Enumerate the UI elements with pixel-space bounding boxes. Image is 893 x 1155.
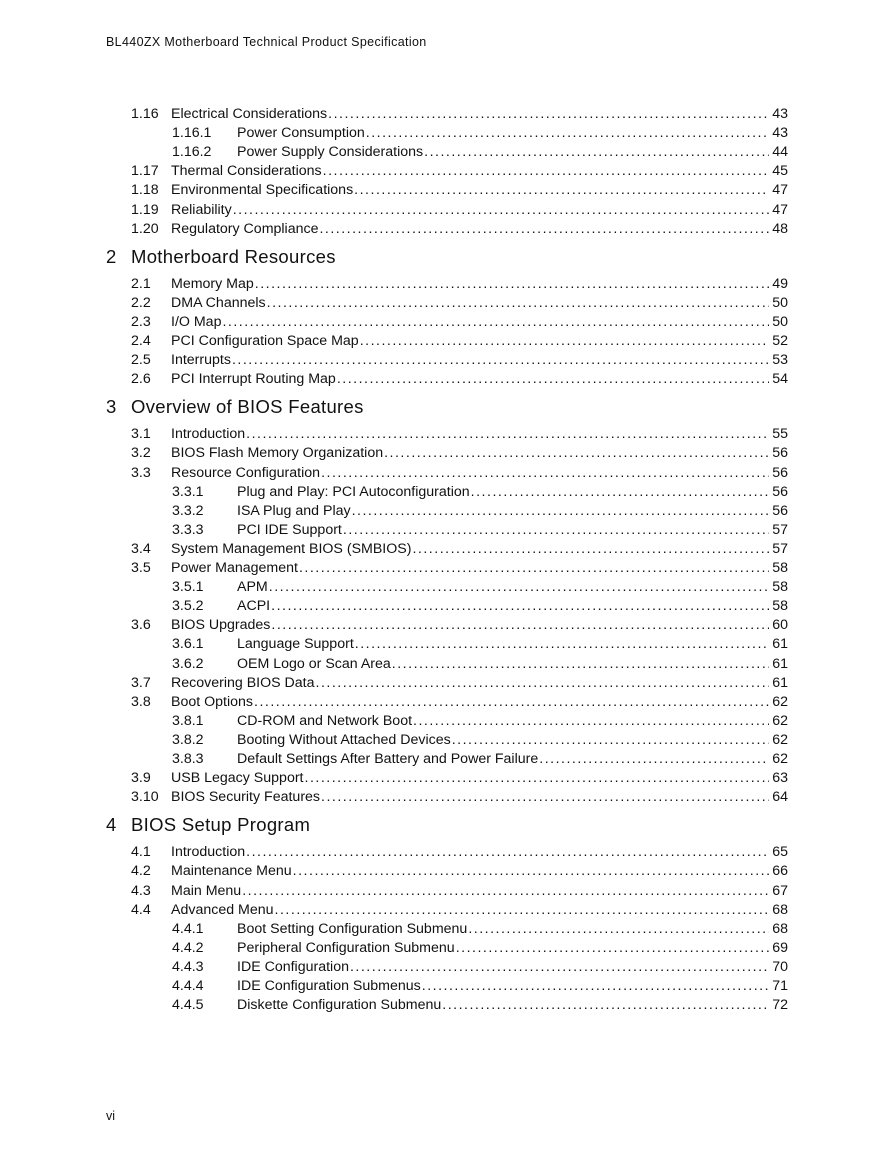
toc-entry[interactable]: [172, 731, 788, 750]
page-reference: 43: [772, 125, 788, 142]
section-title: APM: [237, 579, 268, 596]
page-reference: 45: [772, 163, 788, 180]
toc-entry[interactable]: [172, 578, 788, 597]
dot-leader: [350, 958, 769, 977]
toc-entry[interactable]: [172, 483, 788, 502]
toc-entry[interactable]: [131, 220, 788, 239]
dot-leader: [321, 788, 769, 807]
toc-entry[interactable]: [131, 444, 788, 463]
section-title: Peripheral Configuration Submenu: [237, 939, 455, 956]
toc-entry[interactable]: [131, 862, 788, 881]
section-title: ISA Plug and Play: [237, 502, 351, 519]
toc-entry[interactable]: [131, 105, 788, 124]
page-reference: 48: [772, 220, 788, 237]
section-number: 4.4: [131, 901, 151, 918]
dot-leader: [366, 124, 769, 143]
chapter-number: 2: [106, 245, 117, 267]
dot-leader: [271, 597, 769, 616]
section-title: PCI Configuration Space Map: [171, 333, 359, 349]
page-reference: 69: [772, 939, 788, 956]
toc-entry[interactable]: [131, 693, 788, 712]
section-number: 1.20: [131, 220, 159, 237]
section-number: 3.7: [131, 674, 151, 691]
section-number: 1.19: [131, 201, 159, 218]
dot-leader: [293, 862, 770, 881]
dot-leader: [316, 674, 770, 693]
dot-leader: [269, 578, 769, 597]
section-title: IDE Configuration Submenus: [237, 978, 421, 994]
page-reference: 57: [772, 521, 788, 538]
dot-leader: [267, 294, 770, 313]
toc-entry[interactable]: [172, 977, 788, 996]
page-reference: 72: [772, 997, 788, 1014]
dot-leader: [319, 220, 769, 239]
section-title: IDE Configuration: [237, 958, 349, 975]
toc-entry[interactable]: [131, 332, 788, 351]
section-title: I/O Map: [171, 313, 222, 330]
page-reference: 47: [772, 201, 788, 218]
section-title: Power Consumption: [237, 125, 365, 142]
toc-entry[interactable]: [131, 313, 788, 332]
page-reference: 55: [772, 426, 788, 443]
section-title: Thermal Considerations: [171, 163, 322, 180]
section-number: 3.8.3: [172, 751, 204, 767]
dot-leader: [254, 693, 769, 712]
page-reference: 58: [772, 579, 788, 596]
page-reference: 61: [772, 674, 788, 691]
dot-leader: [321, 464, 769, 483]
chapter-title: Motherboard Resources: [131, 245, 336, 267]
dot-leader: [360, 332, 770, 351]
dot-leader: [246, 425, 769, 444]
section-number: 3.6.2: [172, 655, 204, 672]
dot-leader: [305, 769, 770, 788]
dot-leader: [442, 996, 769, 1015]
page-reference: 68: [772, 920, 788, 937]
toc-entry[interactable]: [131, 882, 788, 901]
section-title: Recovering BIOS Data: [171, 674, 315, 691]
dot-leader: [343, 521, 769, 540]
section-number: 3.2: [131, 445, 151, 462]
page-reference: 61: [772, 636, 788, 653]
page-reference: 63: [772, 770, 788, 787]
page-reference: 62: [772, 693, 788, 710]
section-title: BIOS Upgrades: [171, 617, 271, 634]
page-reference: 56: [772, 483, 788, 500]
toc-entry[interactable]: [131, 294, 788, 313]
dot-leader: [468, 920, 769, 939]
section-title: Default Settings After Battery and Power Failure: [237, 751, 539, 767]
section-number: 4.4.1: [172, 920, 204, 937]
section-title: System Management BIOS (SMBIOS): [171, 540, 412, 557]
toc-entry[interactable]: [131, 370, 788, 389]
toc-entry[interactable]: [172, 502, 788, 521]
page-reference: 62: [772, 731, 788, 748]
section-number: 4.3: [131, 882, 151, 899]
section-number: 3.3.1: [172, 483, 204, 500]
dot-leader: [275, 901, 770, 920]
section-title: Regulatory Compliance: [171, 220, 319, 237]
page-reference: 66: [772, 863, 788, 880]
section-title: Boot Options: [171, 693, 254, 710]
section-title: Power Management: [171, 560, 298, 576]
toc-entry[interactable]: [131, 843, 788, 862]
section-title: Introduction: [171, 844, 246, 861]
dot-leader: [412, 540, 769, 559]
chapter-title: Overview of BIOS Features: [131, 396, 364, 418]
chapter-number: 4: [106, 814, 117, 836]
dot-leader: [255, 275, 769, 294]
section-number: 2.1: [131, 275, 151, 292]
toc-entry[interactable]: [131, 901, 788, 920]
page-reference: 56: [772, 502, 788, 519]
section-number: 3.5.1: [172, 579, 204, 596]
dot-leader: [392, 655, 769, 674]
toc-entry[interactable]: [172, 635, 788, 654]
section-title: Boot Setting Configuration Submenu: [237, 920, 468, 937]
section-title: Introduction: [171, 426, 246, 443]
section-number: 3.5.2: [172, 598, 204, 615]
page-reference: 50: [772, 313, 788, 330]
page-reference: 68: [772, 901, 788, 918]
section-number: 3.5: [131, 560, 151, 576]
toc-entry[interactable]: [131, 674, 788, 693]
chapter-heading: [106, 395, 364, 419]
toc-entry[interactable]: [131, 162, 788, 181]
section-title: BIOS Flash Memory Organization: [171, 445, 384, 462]
dot-leader: [323, 162, 770, 181]
section-title: Main Menu: [171, 882, 242, 899]
section-number: 2.4: [131, 333, 151, 349]
section-title: Electrical Considerations: [171, 106, 328, 122]
section-title: OEM Logo or Scan Area: [237, 655, 391, 672]
toc-entry[interactable]: [131, 425, 788, 444]
page-reference: 52: [772, 333, 788, 349]
toc-entry[interactable]: [131, 351, 788, 370]
section-title: Reliability: [171, 201, 232, 218]
dot-leader: [456, 939, 770, 958]
dot-leader: [328, 105, 769, 124]
toc-entry[interactable]: [131, 788, 788, 807]
section-number: 3.6.1: [172, 636, 204, 653]
page-header: BL440ZX Motherboard Technical Product Specification: [106, 35, 427, 49]
section-title: Language Support: [237, 636, 354, 653]
dot-leader: [384, 444, 769, 463]
dot-leader: [539, 750, 769, 769]
section-number: 3.8: [131, 693, 151, 710]
page-reference: 71: [772, 978, 788, 994]
page-reference: 47: [772, 182, 788, 199]
section-number: 1.16: [131, 106, 159, 122]
toc-entry[interactable]: [131, 616, 788, 635]
dot-leader: [413, 712, 769, 731]
section-number: 1.16.2: [172, 144, 212, 161]
section-number: 3.3: [131, 464, 151, 481]
section-number: 4.1: [131, 844, 151, 861]
section-number: 3.3.3: [172, 521, 204, 538]
section-title: DMA Channels: [171, 294, 266, 311]
page-reference: 65: [772, 844, 788, 861]
toc-entry[interactable]: [172, 655, 788, 674]
page-reference: 43: [772, 106, 788, 122]
page-reference: 54: [772, 371, 788, 388]
section-number: 3.1: [131, 426, 151, 443]
dot-leader: [299, 559, 769, 578]
toc-entry[interactable]: [172, 712, 788, 731]
section-number: 2.5: [131, 352, 151, 369]
section-title: Power Supply Considerations: [237, 144, 424, 161]
page-reference: 62: [772, 751, 788, 767]
page-reference: 49: [772, 275, 788, 292]
dot-leader: [352, 502, 770, 521]
section-number: 3.4: [131, 540, 151, 557]
toc-entry[interactable]: [172, 750, 788, 769]
section-title: ACPI: [237, 598, 271, 615]
section-number: 4.4.4: [172, 978, 204, 994]
section-title: PCI Interrupt Routing Map: [171, 371, 336, 388]
dot-leader: [222, 313, 769, 332]
toc-entry[interactable]: [172, 143, 788, 162]
section-title: Memory Map: [171, 275, 254, 292]
toc-entry[interactable]: [172, 597, 788, 616]
chapter-number: 3: [106, 396, 117, 418]
section-number: 4.2: [131, 863, 151, 880]
dot-leader: [354, 181, 769, 200]
section-number: 3.10: [131, 789, 159, 806]
section-title: Diskette Configuration Submenu: [237, 997, 442, 1014]
chapter-heading: [106, 813, 310, 837]
section-number: 1.18: [131, 182, 159, 199]
dot-leader: [452, 731, 769, 750]
dot-leader: [271, 616, 769, 635]
page-reference: 57: [772, 540, 788, 557]
section-title: Environmental Specifications: [171, 182, 354, 199]
section-number: 4.4.2: [172, 939, 204, 956]
page-reference: 60: [772, 617, 788, 634]
toc-entry[interactable]: [131, 559, 788, 578]
section-number: 1.16.1: [172, 125, 212, 142]
dot-leader: [232, 351, 769, 370]
section-number: 3.3.2: [172, 502, 204, 519]
section-number: 3.8.2: [172, 731, 204, 748]
page-reference: 64: [772, 789, 788, 806]
toc-entry[interactable]: [131, 275, 788, 294]
chapter-heading: [106, 245, 336, 269]
section-title: BIOS Security Features: [171, 789, 321, 806]
page-reference: 50: [772, 294, 788, 311]
dot-leader: [337, 370, 769, 389]
page-reference: 44: [772, 144, 788, 161]
dot-leader: [355, 635, 769, 654]
section-number: 2.3: [131, 313, 151, 330]
section-title: Resource Configuration: [171, 464, 321, 481]
section-number: 3.9: [131, 770, 151, 787]
page-reference: 53: [772, 352, 788, 369]
toc-entry[interactable]: [172, 521, 788, 540]
page-reference: 67: [772, 882, 788, 899]
dot-leader: [422, 977, 769, 996]
dot-leader: [471, 483, 770, 502]
page-reference: 70: [772, 958, 788, 975]
dot-leader: [242, 882, 769, 901]
page-reference: 56: [772, 445, 788, 462]
toc-entry[interactable]: [172, 958, 788, 977]
section-title: Booting Without Attached Devices: [237, 731, 451, 748]
page-reference: 61: [772, 655, 788, 672]
toc-entry[interactable]: [131, 201, 788, 220]
page-reference: 58: [772, 560, 788, 576]
dot-leader: [246, 843, 769, 862]
section-number: 1.17: [131, 163, 159, 180]
page-reference: 62: [772, 712, 788, 729]
toc-entry[interactable]: [172, 996, 788, 1015]
section-number: 3.8.1: [172, 712, 204, 729]
section-number: 2.2: [131, 294, 151, 311]
toc-entry[interactable]: [131, 769, 788, 788]
section-title: Maintenance Menu: [171, 863, 292, 880]
section-number: 4.4.3: [172, 958, 204, 975]
section-number: 3.6: [131, 617, 151, 634]
section-title: PCI IDE Support: [237, 521, 342, 538]
page-reference: 58: [772, 598, 788, 615]
section-number: 2.6: [131, 371, 151, 388]
section-title: Plug and Play: PCI Autoconfiguration: [237, 483, 470, 500]
page-number: vi: [106, 1109, 116, 1123]
toc-entry[interactable]: [172, 124, 788, 143]
toc-entry[interactable]: [172, 939, 788, 958]
section-title: Interrupts: [171, 352, 231, 369]
toc-entry[interactable]: [131, 464, 788, 483]
toc-entry[interactable]: [131, 181, 788, 200]
toc-entry[interactable]: [131, 540, 788, 559]
dot-leader: [424, 143, 769, 162]
section-title: USB Legacy Support: [171, 770, 304, 787]
page-reference: 56: [772, 464, 788, 481]
section-number: 4.4.5: [172, 997, 204, 1014]
chapter-title: BIOS Setup Program: [131, 814, 311, 836]
toc-entry[interactable]: [172, 920, 788, 939]
section-title: CD-ROM and Network Boot: [237, 712, 413, 729]
dot-leader: [233, 201, 770, 220]
section-title: Advanced Menu: [171, 901, 274, 918]
